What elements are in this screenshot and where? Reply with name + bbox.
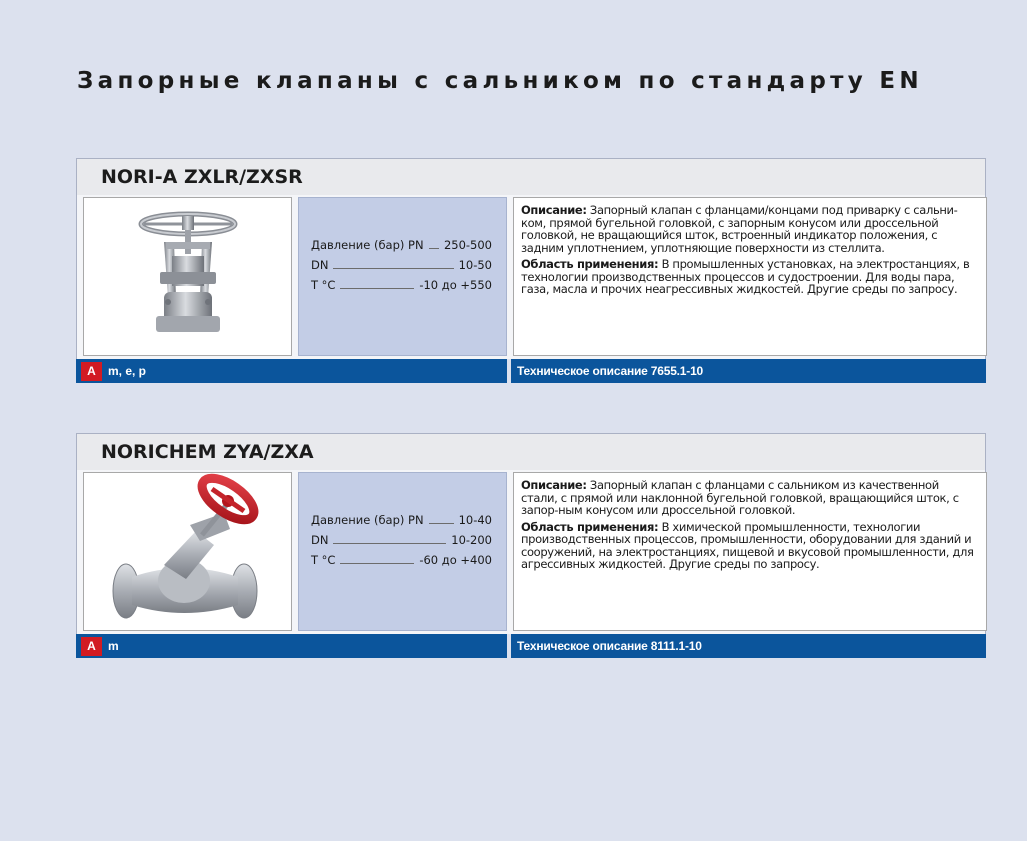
product-image <box>83 197 292 356</box>
application-text: В химической промышленности, технологии производственных процессов, промышленности, оборудовании для зданий и сооружений, на электростанциях, пищевой и вкусовой промышленности, для агрессивных жидкостей. Другие среды по запросу. <box>521 519 974 571</box>
leader-line <box>429 248 439 249</box>
description-paragraph <box>521 204 977 254</box>
param-value: 10-200 <box>451 533 492 547</box>
param-row-temperature <box>311 276 492 292</box>
techdoc-bar[interactable] <box>511 634 986 658</box>
techdoc-link[interactable]: Техническое описание 8111.1-10 <box>517 639 702 653</box>
product-footer-bar <box>76 634 986 658</box>
param-row-dn <box>311 531 492 547</box>
material-codes-bar <box>76 634 507 658</box>
application-text: В промышленных установках, на электростанциях, в технологии производственных процессов и судостроении. Для воды пара, газа, масла и прочих неагрессивных жидкостей. Другие среды по запросу. <box>521 257 970 296</box>
description-box <box>513 472 987 631</box>
gate-valve-handwheel-icon <box>84 198 291 355</box>
description-paragraph <box>521 479 977 517</box>
leader-line <box>340 563 414 564</box>
param-row-dn <box>311 256 492 272</box>
parameters-panel <box>298 472 507 631</box>
product-name: NORICHEM ZYA/ZXA <box>101 441 314 463</box>
param-row-pressure <box>311 236 492 252</box>
product-card-nori-a <box>76 158 986 383</box>
leader-line <box>333 543 446 544</box>
page-title: Запорные клапаны с сальником по стандарту EN <box>77 68 923 94</box>
material-codes-bar <box>76 359 507 383</box>
description-label: Описание: <box>521 203 587 217</box>
application-label: Область применения: <box>521 519 659 534</box>
product-name: NORI-A ZXLR/ZXSR <box>101 166 303 188</box>
product-image <box>83 472 292 631</box>
material-codes: m, e, p <box>108 364 147 378</box>
leader-line <box>333 268 453 269</box>
product-body <box>76 195 986 359</box>
angled-globe-valve-red-handwheel-icon <box>84 473 291 630</box>
product-card-norichem <box>76 433 986 658</box>
application-paragraph <box>521 521 977 571</box>
param-label: Давление (бар) PN <box>311 513 424 527</box>
param-value: 10-50 <box>458 258 492 272</box>
techdoc-link[interactable]: Техническое описание 7655.1-10 <box>517 364 704 378</box>
description-box <box>513 197 987 356</box>
param-value: 250-500 <box>443 238 492 252</box>
param-row-pressure <box>311 511 492 527</box>
param-label: Давление (бар) PN <box>311 238 424 252</box>
param-value: 10-40 <box>458 513 492 527</box>
description-text: Запорный клапан с фланцами/концами под приварку с сальни-ком, прямой бугельной головкой, с запорным конусом или дроссельной головкой, не вращающийся шток, встроенный индикатор положения, с задним уплотнением, уплотняющие поверхности из стеллита. <box>521 203 958 255</box>
application-label: Область применения: <box>521 257 659 271</box>
parameters-panel <box>298 197 507 356</box>
leader-line <box>340 288 414 289</box>
description-label: Описание: <box>521 478 587 492</box>
param-label: DN <box>311 533 329 547</box>
techdoc-bar[interactable] <box>511 359 986 383</box>
application-paragraph <box>521 258 977 296</box>
category-badge: A <box>81 362 102 381</box>
product-header <box>76 433 986 470</box>
param-label: T °C <box>311 553 336 567</box>
category-badge: A <box>81 637 102 656</box>
param-value: -60 до +400 <box>419 553 492 567</box>
leader-line <box>429 523 454 524</box>
product-footer-bar <box>76 359 986 383</box>
param-row-temperature <box>311 551 492 567</box>
param-label: T °C <box>311 278 336 292</box>
description-text: Запорный клапан с фланцами с сальником из качественной стали, с прямой или наклонной бугельной головкой, вращающийся шток, с запор-ным конусом или дроссельной головкой. <box>521 478 959 517</box>
param-value: -10 до +550 <box>419 278 492 292</box>
param-label: DN <box>311 258 329 272</box>
material-codes: m <box>108 639 119 653</box>
product-header <box>76 158 986 195</box>
product-body <box>76 470 986 634</box>
